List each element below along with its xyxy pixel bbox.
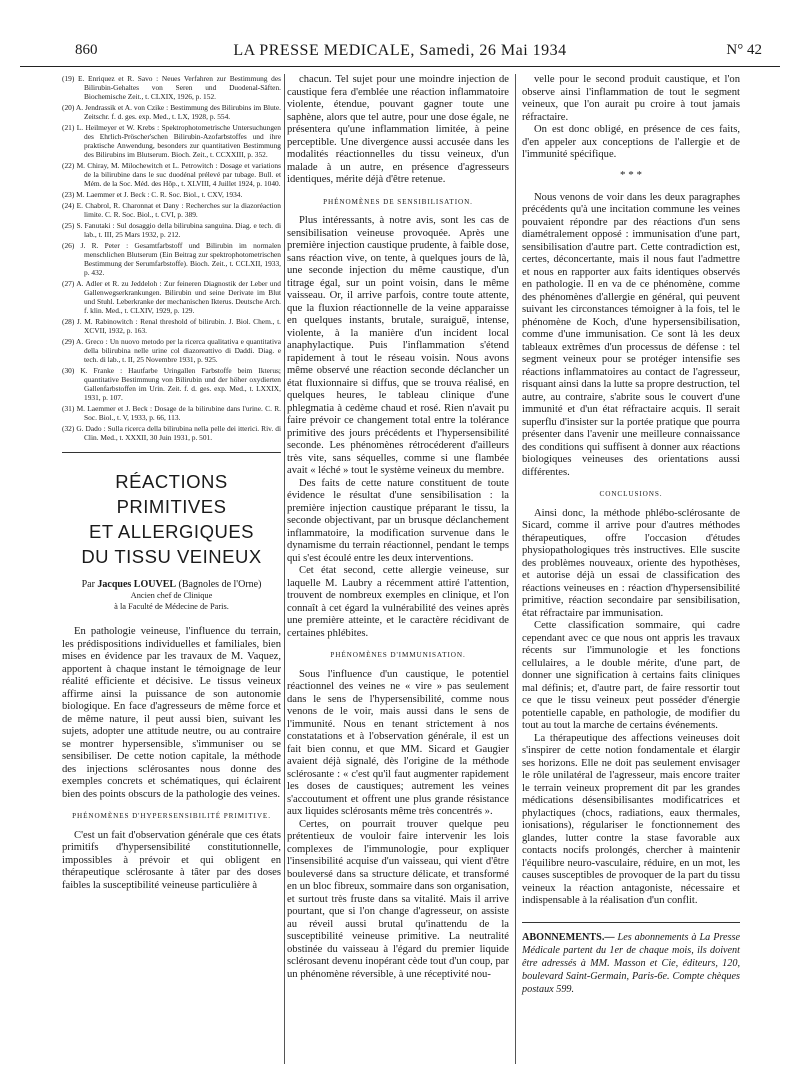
col3-mid [522, 192, 740, 480]
col2-intro [287, 74, 509, 187]
paragraph: Nous venons de voir dans les deux paragraphes précédents qu'à une incitation commune les veines pouvaient répondre par des réactions d'un sens diamétralement opposé : immunisation d'une part, sensibilisation d'autre part. Cette contradiction est, certes, déconcertante, mais il nous faut l'admettre et nous en rapporter aux faits identiques observés en pathologie. Il en va de ce phénomène, comme des phénomènes d'allergie en général, qui peuvent suivant les circonstances témoigner à la fois, tel le phénomène de Koch, d'une hypersensibilisation, comme d'une immunisation. Ce sont là les deux tableaux extrêmes d'un processus de défense : tel segment veineux pour se protéger intensifie ses réactions inflammatoires au contact de l'agresseur, risquant ainsi dans la lutte sa propre destruction, tel autre, au contraire, s'abrite sous le couvert d'une immunité et d'un état réfractaire acquis. Il serait superflu d'insister sur la portée pratique que pourra présenter dans l'avenir une meilleure connaissance des conditions qui suffisent à donner aux réactions biologiques veineuses des orientations aussi différentes. [522, 191, 740, 478]
byline [62, 579, 281, 591]
subscriptions-text: Les abonnements à La Presse Médicale partent du 1er de chaque mois, ils doivent être adressés à MM. Masson et Cie, éditeurs, 120, boulevard Saint-Germain, Paris-6e. Compte chèques postaux 599. [522, 931, 740, 995]
section-heading-hypersensibilite: PHÉNOMÈNES D'HYPERSENSIBILITÉ PRIMITIVE. [72, 812, 271, 820]
reference-item: (23) M. Laemmer et J. Beck : C. R. Soc. Biol., t. CXV, 1934. [62, 190, 243, 199]
reference-item: (27) A. Adler et R. zu Jeddeloh : Zur feineren Diagnostik der Leber und Gallenwegserkrankungen. Bilirubin und seine Derivate im Blut und Stuhl. Leberkranke der mechanischen Ikterus. Deutsche Arch. f. klin. Med., t. CLXIV, 1929, p. 129. [62, 279, 281, 315]
reference-item: (30) K. Franke : Hautfarbe Uringallen Farbstoffe beim Ikterus; quantitative Bestimmung von Bilirubin und der höher oxydierten Gallenfarbstoffen im Urin. Zeit. f. d. ges. exp. Med., t. LXXIX, 1931, p. 107. [62, 366, 281, 402]
divider [62, 452, 281, 453]
reference-item: (29) A. Greco : Un nuovo metodo per la ricerca qualitativa e quantitativa della bilirubina nelle urine col diazoreattivo di Daddi. Diag. e tech. di lab., t. II, 25 Novembre 1931, p. 925. [62, 337, 281, 364]
paragraph: Des faits de cette nature constituent de toute évidence le résultat d'une sensibilisation : la première injection caustique préparant le tissu, la seconde objectivant, par un brusque déclanchement inflammatoire, la modification survenue dans le dynamisme du terrain réactionnel, pendant le temps qui s'est écoulé entre les deux interventions. [287, 477, 509, 564]
paragraph: C'est un fait d'observation générale que ces états primitifs d'hypersensibilité constitutionnelle, impossibles à prévoir et qui obligent en thérapeutique sclérosante à tâter par des doses faibles la susceptibilité veineuse particulière à [62, 829, 281, 891]
reference-item: (28) J. M. Rabinowitch : Renal threshold of bilirubin. J. Biol. Chem., t. XCVII, 1932, p. 163. [62, 317, 281, 335]
subscriptions-label: ABONNEMENTS.— [522, 931, 615, 943]
author-faculty: à la Faculté de Médecine de Paris. [114, 601, 229, 611]
reference-item: (24) E. Chabrol, R. Charonnat et Dany : Recherches sur la diazoréaction limite. C. R. Soc. Biol., t. CVI, p. 389. [62, 201, 281, 219]
article-title-line: DU TISSU VEINEUX [81, 546, 262, 567]
author-name: Jacques LOUVEL [97, 579, 177, 590]
reference-item: (32) G. Dado : Sulla ricerca della bilirubina nella pelle dei itterici. Riv. di Clin. Med., t. XXXII, 30 Juin 1931, p. 501. [62, 424, 281, 442]
paragraph: Certes, on pourrait trouver quelque peu prétentieux de vouloir faire intervenir les lois complexes de l'immunologie, pour expliquer l'insensibilité acquise d'un vaisseau, qui vient d'être bouleversé dans sa structure délicate, et transformé en un bloc fibreux, sommaire dans son organisation, et surtout très fruste dans sa vitalité. Mais il arrive pourtant, que si l'on change d'agresseur, on assiste au réveil aussi brutal qu'inattendu de la susceptibilité veineuse primitive. La neutralité obstinée du vaisseau à l'égard du premier liquide sclérosant devenu inopérant cède tout d'un coup, par un phénomène réversible, à une réceptivité nou- [287, 818, 509, 980]
section-heading-sensibilisation: PHÉNOMÈNES DE SENSIBILISATION. [323, 197, 473, 206]
column-rule [515, 74, 516, 1064]
column-2 [287, 74, 509, 981]
reference-item: (26) J. R. Peter : Gesamtfarbstoff und Bilirubin im normalen menschlichen Blutserum (Ein Beitrag zur spektrophotometrischen Bestimmung der Serumfarbstoffe). Bioch. Zeit., t. CCLXII, 1933, p. 432. [62, 241, 281, 277]
paragraph: La thérapeutique des affections veineuses doit s'inspirer de cette notion fondamentale et élargir ses horizons. Elle ne doit pas seulement envisager le rôle unilatéral de l'agresseur, mais encore traiter le terrain veineux proprement dit par les grandes médications désensibilisantes modificatrices et phylactiques (chocs, radiations, eaux thermales, ionisations), régulariser le fonctionnement des glandes, lutter contre la stase favorable aux contacts nocifs prolongés, chercher à maintenir l'équilibre neuro-vasculaire, réduire, en un mot, les causes susceptibles de provoquer de la part du tissu veineux la réaction antagoniste, nécessaire et indispensable à la réalisation d'un conflit. [522, 732, 740, 906]
sensib-paragraphs [287, 215, 509, 640]
reference-item: (22) M. Chiray, M. Milochewitch et L. Petrowitch : Dosage et variations de la bilirubine dans le suc duodénal prélevé par tubage. Bull. et Mém. de la Soc. Méd. des Hôp., t. XLVIII, 4 Juillet 1924, p. 1040. [62, 161, 281, 188]
subscriptions-notice [522, 922, 740, 996]
article-title-line: RÉACTIONS PRIMITIVES [115, 471, 228, 517]
reference-list [62, 74, 281, 442]
conclusion-paragraphs [522, 508, 740, 908]
paragraph: velle pour le second produit caustique, et l'on observe ainsi l'inflammation de tout le segment veineux, que l'on aurait pu croire à tout jamais réfractaire. [522, 74, 740, 123]
paragraph: Sous l'influence d'un caustique, le potentiel réactionnel des veines ne « vire » pas seulement dans le sens de l'hypersensibilité, comme nous venons de le voir, mais aussi dans le sens de l'immunité. Nous en tenant strictement à nos constatations et à l'observation générale, il est un fait bien connu, et que MM. Sicard et Gaugier avaient déjà signalé, dès l'origine de la méthode sclérosante : « c'est qu'il faut augmenter rapidement les doses de caustiques; autrement les veines s'accoutument et offrent une plus grande résistance aux liquides sclérosants même très concentrés ». [287, 668, 509, 817]
reference-item: (19) E. Enriquez et R. Savo : Neues Verfahren zur Bestimmung des Bilirubin-Gehaltes von Seren und Duodenal-Säften. Biochemische Zeit., t. CLXIX, 1926, p. 152. [62, 74, 281, 101]
article-title-line: ET ALLERGIQUES [89, 521, 254, 542]
immun-paragraphs [287, 669, 509, 982]
article-title [62, 469, 281, 569]
hyper-paragraphs [62, 830, 281, 893]
section-stars: * * * [620, 168, 642, 181]
page-number: 860 [75, 42, 98, 58]
issue-number: N° 42 [726, 42, 762, 58]
paragraph: Plus intéressants, à notre avis, sont les cas de sensibilisation veineuse provoquée. Après une première injection caustique prudente, à faible dose, sans réaction vive, on tente, à quelques jours de là, une seconde injection du même caustique, d'un titrage égal, sur un point voisin, dans le même vaisseau. Or, il arrive parfois, contre toute attente, que la fluxion réactionnelle de la veine apparaisse en quelques instants, brutale, suraiguë, intense, violente, à la manière d'un incident local anaphylactique. Puis l'inflammation s'étend rapidement à tout le réseau voisin. Nous avons même observé une réaction seconde déclancher un état fluxionnaire si diffus, que se trouva réalisé, en quelques heures, le tableau clinique d'une phlegmatia à cedème chaud et rosé. Rien n'avait pu faire prévoir ce changement total entre la tolérance primitive des jours précédents et l'hypersensibilité seconde. Les phénomènes rétrocéderent d'ailleurs très vite, sans séquelles, comme si une flambée avait « léché » tout le système veineux du membre. [287, 215, 509, 476]
author-place: (Bagnoles de l'Orne) [176, 579, 262, 590]
section-heading-immunisation: PHÉNOMÈNES D'IMMUNISATION. [330, 651, 466, 659]
reference-item: (31) M. Laemmer et J. Beck : Dosage de la bilirubine dans l'urine. C. R. Soc. Biol., t. V, 1933, p. 66, 113. [62, 404, 281, 422]
byline-prefix: Par [81, 579, 98, 590]
journal-title: LA PRESSE MEDICALE, Samedi, 26 Mai 1934 [233, 42, 567, 59]
paragraph: Cet état second, cette allergie veineuse, sur laquelle M. Laubry a récemment attiré l'attention, trouvent de nombreux exemples en clinique, et l'on connaît à cet égard la vulnérabilité des veines après une première atteinte, et le caractère récidivant de certaines phlébites. [287, 565, 509, 639]
section-heading-conclusions: CONCLUSIONS. [599, 490, 663, 498]
column-rule [284, 74, 285, 1064]
column-3 [522, 74, 740, 996]
paragraph: Cette classification sommaire, qui cadre cependant avec ce que nous ont appris les travaux récents sur l'immunologie et les fonctions cellulaires, a le double mérite, d'une part, de donner une signification à certains faits cliniques mal définis; et, d'autre part, de faire ressortir tout ce que le tissu veineux peut posséder d'énergie potentielle capable, en pathologie, de modifier du tout au tout la marche de certains événements. [522, 620, 740, 731]
reference-item: (25) S. Fanutaki : Sul dosaggio della bilirubina sanguina. Diag. e tech. di lab., t. III, 25 Mars 1932, p. 212. [62, 221, 281, 239]
paragraph: On est donc obligé, en présence de ces faits, d'en appeler aux conceptions de l'allergie et de l'immunité spécifique. [522, 124, 740, 160]
author-title: Ancien chef de Clinique [130, 591, 213, 600]
page-header [20, 38, 780, 67]
reference-item: (20) A. Jendrassik et A. von Czike : Bestimmung des Bilirubins im Blute. Zeitschr. f. d. ges. exp. Med., t. LX, 1928, p. 554. [62, 103, 281, 121]
paragraph: Ainsi donc, la méthode phlébo-sclérosante de Sicard, comme il arrive pour d'autres méthodes thérapeutiques, offre l'occasion d'études physiopathologiques très instructives. Elle suscite des problèmes nouveaux, oriente des hypothèses, et autorise déjà un essai de classification des réactions veineuses en : réaction d'hypersensibilité primitive, réaction secondaire par sensibilisation, état réfractaire par immunisation. [522, 507, 740, 619]
paragraph: chacun. Tel sujet pour une moindre injection de caustique fera d'emblée une réaction inflammatoire violente, étendue, pouvant gagner toute une saphène, alors que tel autre, pour une dose égale, ne présentera qu'une inflammation limitée, à peine perceptible. Une divergence aussi accusée dans les modalités réactionnelles du tissu veineux, d'un malade à un autre, en présence d'agresseurs identiques, mérite déjà d'être retenue. [287, 74, 509, 185]
col3-intro [522, 74, 740, 162]
column-1 [62, 74, 281, 892]
paragraph: En pathologie veineuse, l'influence du terrain, les prédispositions individuelles et familiales, bien mises en évidence par les travaux de M. Vaquez, apportent à chaque instant le témoignage de leur réalité efficiente et décisive. Le tissus veineux affirme ainsi la puissance de son autonomie biologique. En face d'agresseurs de même force et de même nature, il peut aussi bien, suivant les sujets, adopter une attitude neutre, ou au contraire se montrer hypersensible, s'immuniser ou se sensibiliser. De cette notion capitale, la méthode des injections sclérosantes nous donne des exemples concrets et schématiques, qui éclairent bien des points obscurs de la pathologie des veines. [62, 626, 281, 800]
intro-paragraphs [62, 626, 281, 801]
reference-item: (21) L. Heilmeyer et W. Krebs : Spektrophotometrische Untersuchungen des Ehrlich-Pröscher'schen Bilirubin-Azofarbstoffes und ihre praktische Anwendung, besonders zur quantitativen Bestimmung des Bilirubins im Blutserum. Bioch. Zeit., t. CCXXIII, p. 352. [62, 123, 281, 159]
